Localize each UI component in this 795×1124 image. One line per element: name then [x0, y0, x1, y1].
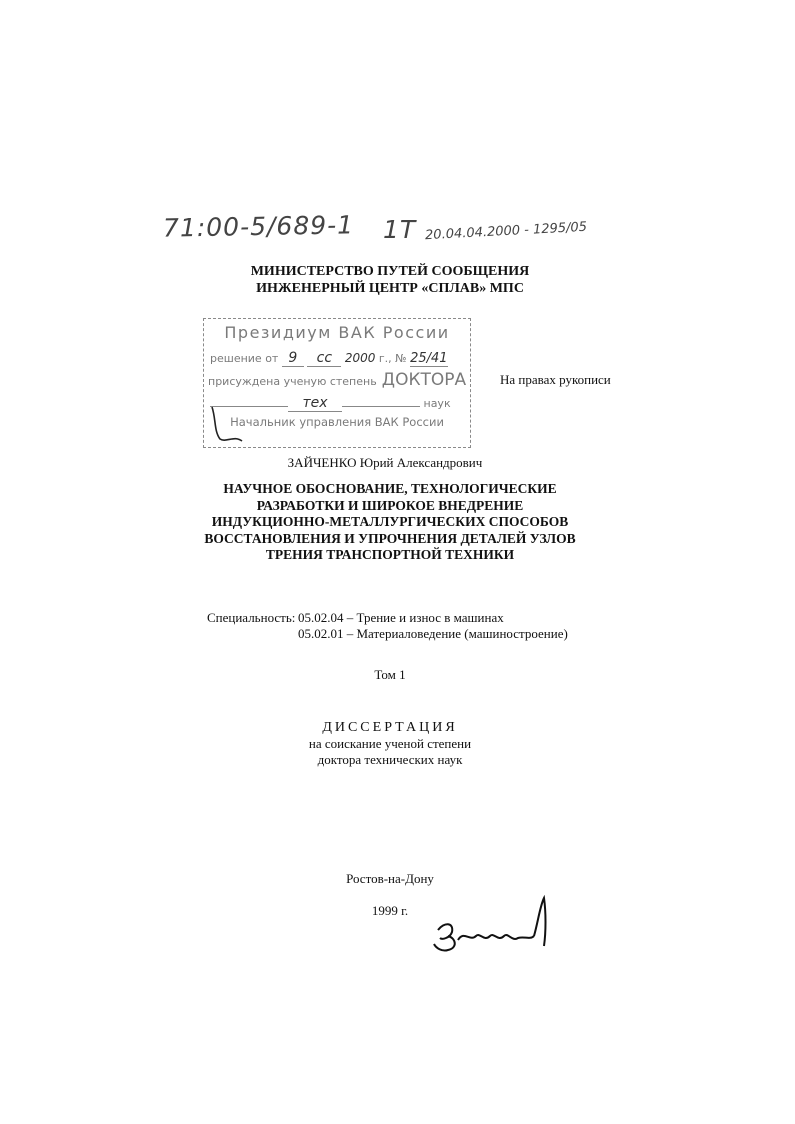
- ministry-header: [190, 263, 590, 297]
- work-type-title: ДИССЕРТАЦИЯ: [322, 720, 458, 735]
- year: 1999 г.: [371, 903, 409, 918]
- author-surname: ЗАЙЧЕНКО: [287, 455, 357, 470]
- stamp-degree: ДОКТОРА: [381, 370, 467, 390]
- title-line-3: ИНДУКЦИОННО-МЕТАЛЛУРГИЧЕСКИХ СПОСОБОВ: [211, 514, 569, 529]
- stamp-decision-number: 25/41: [410, 351, 448, 366]
- registry-date-code: 20.04.04.2000 - 1295/05: [424, 219, 588, 244]
- specialty-label: Специальность:: [207, 610, 296, 625]
- vak-stamp: [203, 318, 471, 448]
- stamp-awarded-line: [208, 370, 474, 390]
- author-signature: [430, 892, 560, 962]
- dissertation-title: [180, 481, 600, 564]
- header-line-2: ИНЖЕНЕРНЫЙ ЦЕНТР «СПЛАВ» МПС: [256, 281, 524, 296]
- title-line-5: ТРЕНИЯ ТРАНСПОРТНОЙ ТЕХНИКИ: [265, 547, 515, 562]
- stamp-decision-line: [210, 350, 476, 367]
- stamp-field-handwritten: тех: [288, 395, 342, 412]
- work-type: [190, 720, 590, 768]
- registry-number: 71:00-5/689-1: [162, 210, 355, 243]
- stamp-title: Президиум ВАК России: [224, 323, 450, 342]
- stamp-official: Начальник управления ВАК России: [230, 415, 444, 429]
- title-line-4: ВОССТАНОВЛЕНИЯ И УПРОЧНЕНИЯ ДЕТАЛЕЙ УЗЛОВ: [204, 530, 576, 546]
- specialty-item-2: 05.02.01 – Материаловедение (машиностроение): [298, 626, 568, 641]
- stamp-decision-month: сс: [307, 350, 341, 367]
- stamp-decision-day: 9: [282, 350, 304, 367]
- stamp-awarded-prefix: присуждена ученую степень: [208, 375, 377, 388]
- stamp-decision-year: 2000: [344, 351, 376, 365]
- stamp-decision-prefix: решение от: [210, 352, 279, 365]
- title-line-2: РАЗРАБОТКИ И ШИРОКОЕ ВНЕДРЕНИЕ: [256, 497, 524, 513]
- work-type-line-2: доктора технических наук: [317, 752, 463, 767]
- header-line-1: МИНИСТЕРСТВО ПУТЕЙ СООБЩЕНИЯ: [250, 264, 530, 279]
- stamp-decision-year-suffix: г., №: [378, 352, 407, 365]
- stamp-field-suffix: наук: [423, 397, 451, 410]
- author-line: [190, 455, 580, 471]
- author-given: Юрий Александрович: [359, 455, 483, 470]
- city: Ростов-на-Дону: [346, 871, 434, 886]
- rights-note: На правах рукописи: [500, 372, 611, 387]
- volume-label: Том 1: [374, 667, 406, 682]
- stamp-signature-mark: [208, 405, 248, 445]
- stamp-field-line: [210, 395, 476, 412]
- registry-volume-mark: 1Т: [383, 215, 417, 244]
- specialty-item-1: 05.02.04 – Трение и износ в машинах: [298, 610, 504, 625]
- title-line-1: НАУЧНОЕ ОБОСНОВАНИЕ, ТЕХНОЛОГИЧЕСКИЕ: [223, 481, 557, 496]
- work-type-line-1: на соискание ученой степени: [308, 736, 472, 751]
